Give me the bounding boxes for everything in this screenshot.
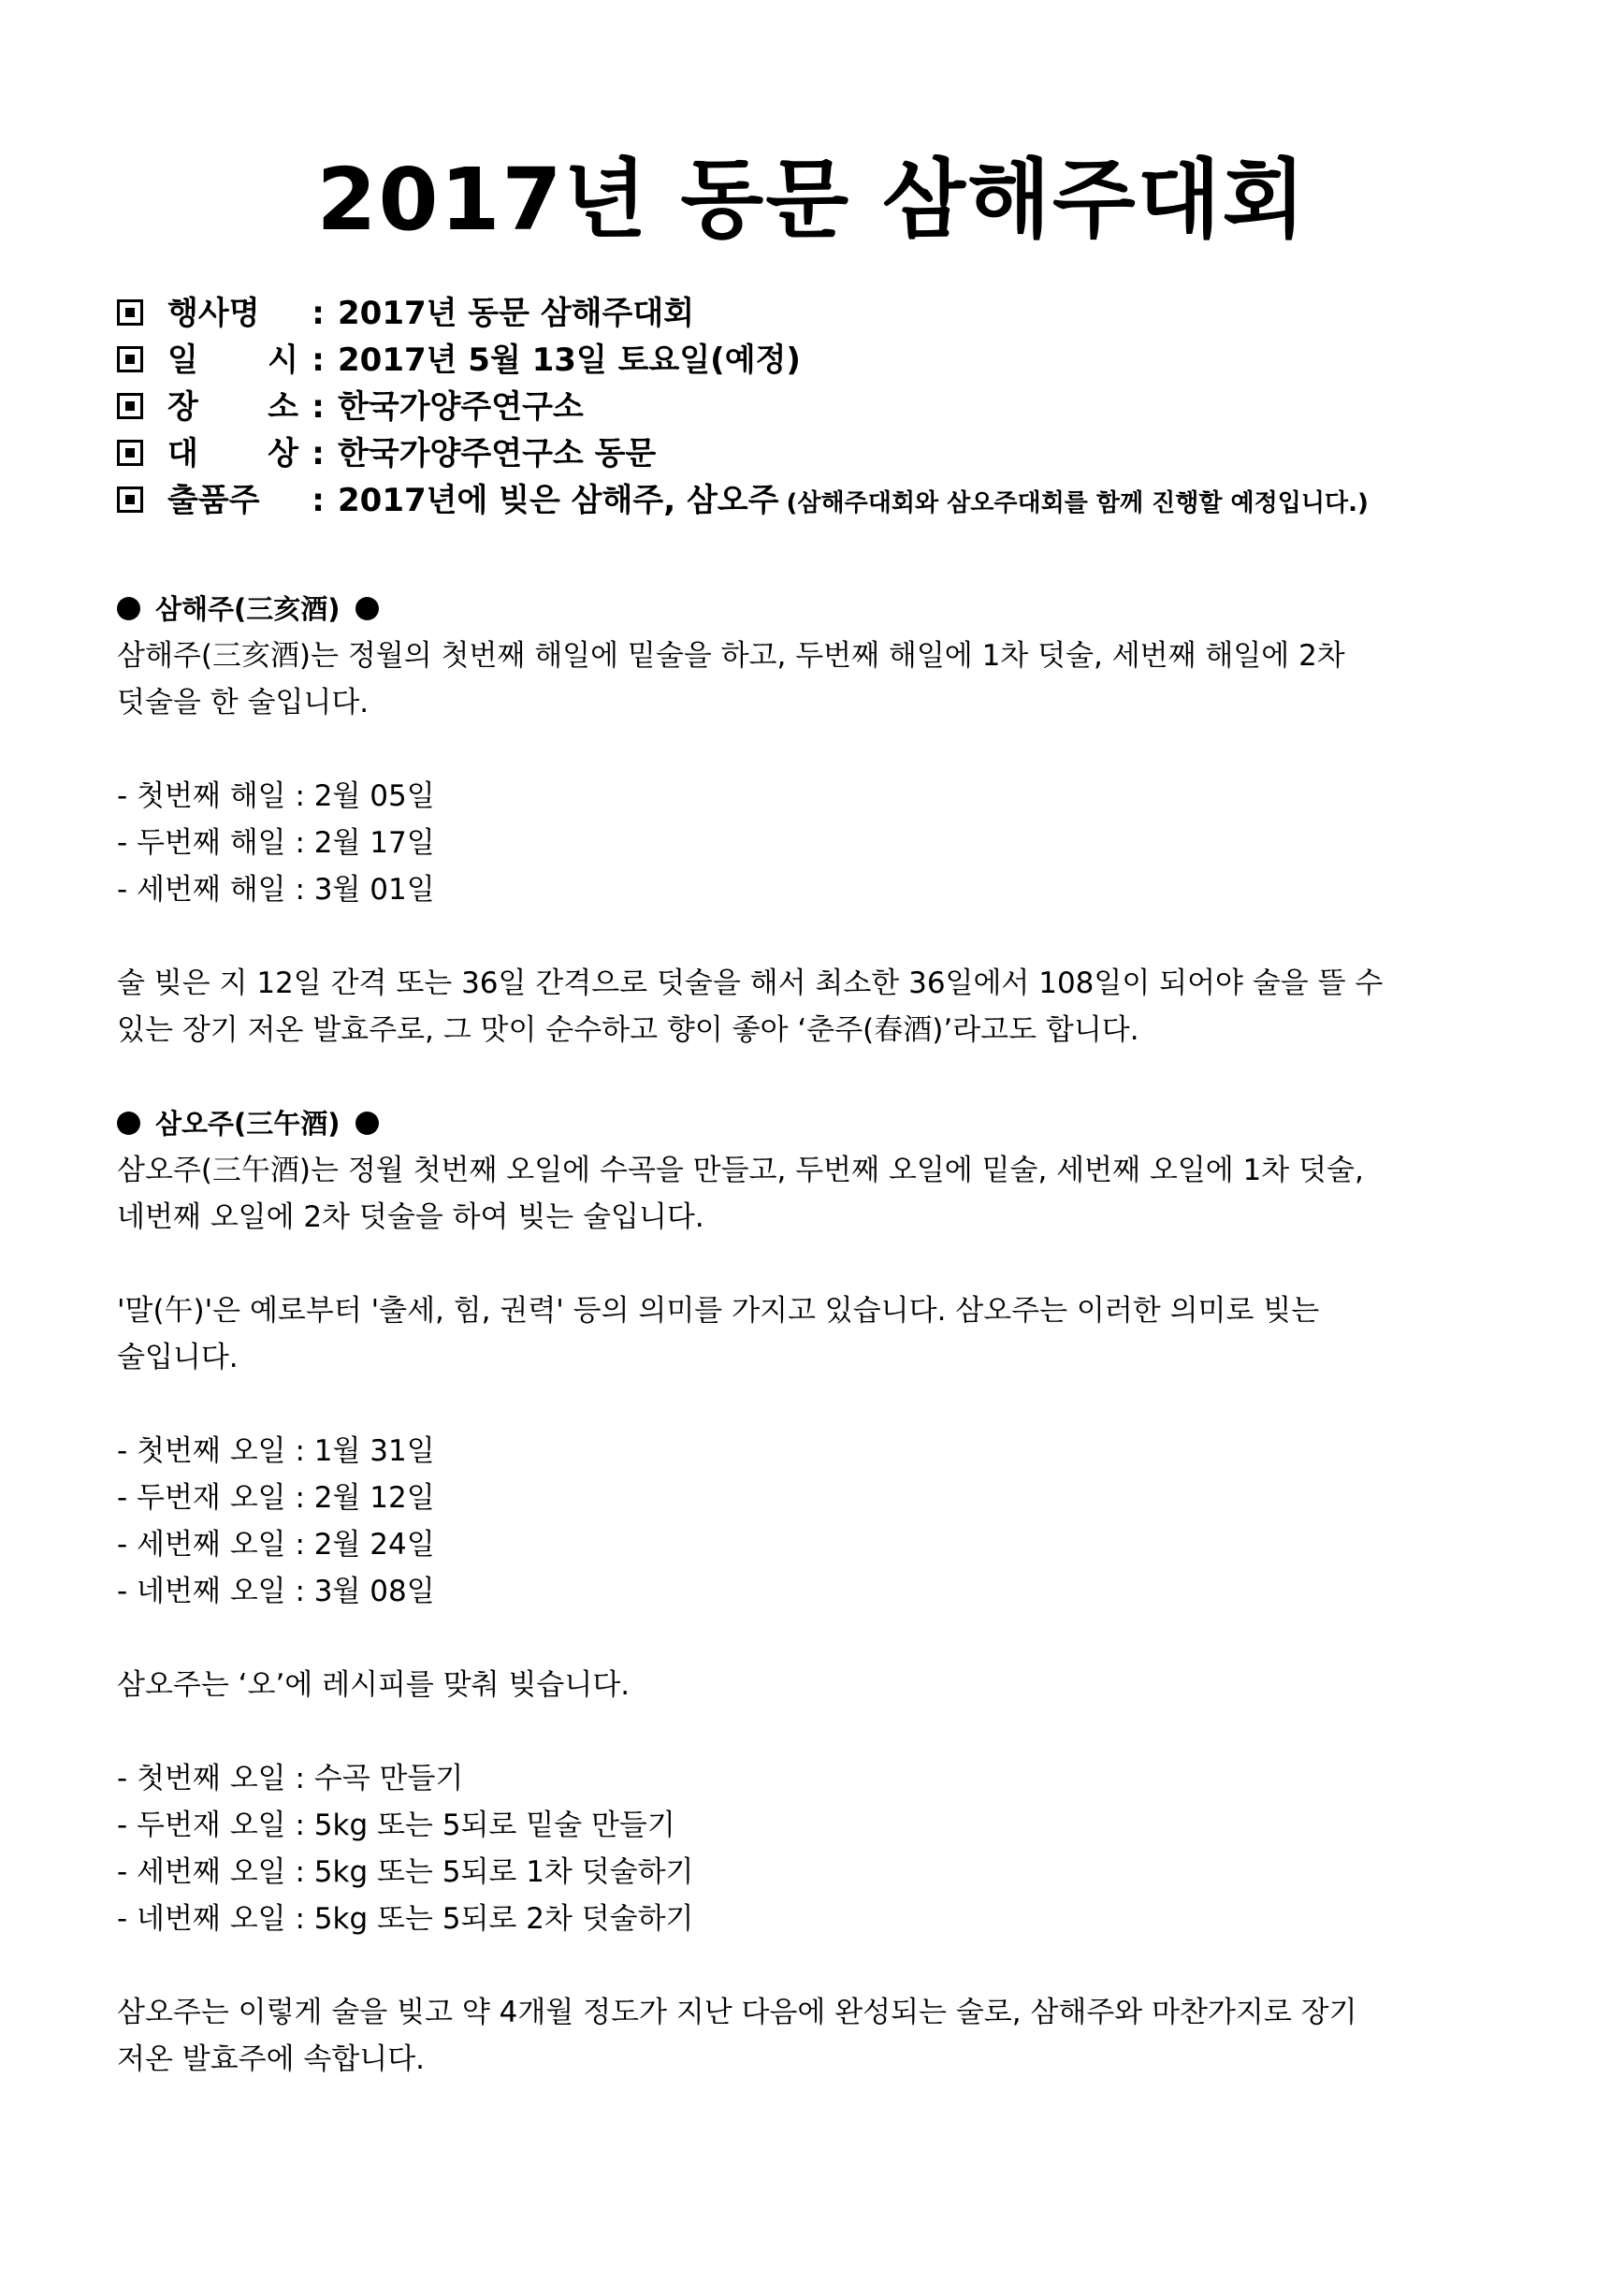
paragraph-line: 네번째 오일에 2차 덧술을 하여 빚는 술입니다. <box>117 1200 704 1234</box>
circle-bullet-icon <box>117 597 140 620</box>
square-bullet-icon <box>117 346 143 372</box>
info-colon: : <box>312 388 325 426</box>
square-bullet-icon <box>117 440 143 466</box>
list-item: - 두번째 해일 : 2월 17일 <box>117 826 435 860</box>
info-colon: : <box>312 482 325 519</box>
info-label: 출품주 <box>167 482 260 519</box>
paragraph-line: 삼해주(三亥酒)는 정월의 첫번째 해일에 밑술을 하고, 두번째 해일에 1차 덧술, 세번째 해일에 2차 <box>117 639 1345 673</box>
samoju-section <box>117 1100 1520 2083</box>
info-row-entries <box>117 477 1520 524</box>
square-bullet-icon <box>117 393 143 419</box>
info-row-date <box>117 337 1520 384</box>
circle-bullet-icon <box>117 1112 140 1135</box>
list-item: - 두번재 오일 : 5kg 또는 5되로 밑술 만들기 <box>117 1809 675 1842</box>
info-colon: : <box>312 295 325 332</box>
info-value: 2017년 동문 삼해주대회 <box>338 295 695 332</box>
square-bullet-icon <box>117 487 143 513</box>
info-label: 장 소 <box>167 388 298 426</box>
info-value: 한국가양주연구소 동문 <box>338 435 657 472</box>
list-item: - 첫번째 해일 : 2월 05일 <box>117 779 435 813</box>
info-value: 2017년 5월 13일 토요일(예정) <box>338 341 801 379</box>
paragraph-line: '말(午)'은 예로부터 '출세, 힘, 권력' 등의 의미를 가지고 있습니다. 삼오주는 이러한 의미로 빚는 <box>117 1294 1320 1328</box>
list-item: - 네번째 오일 : 5kg 또는 5되로 2차 덧술하기 <box>117 1902 694 1936</box>
info-colon: : <box>312 435 325 472</box>
section-heading-text: 삼오주(三午酒) <box>155 1108 341 1140</box>
section-heading <box>117 1100 1520 1147</box>
info-label: 대 상 <box>167 435 298 472</box>
paragraph-line: 덧술을 한 술입니다. <box>117 686 370 719</box>
document-title: 2017년 동문 삼해주대회 <box>316 150 1308 250</box>
info-colon: : <box>312 341 325 379</box>
paragraph-line: 술입니다. <box>117 1341 239 1374</box>
paragraph-line: 저온 발효주에 속합니다. <box>117 2042 426 2076</box>
section-heading-text: 삼해주(三亥酒) <box>155 593 341 625</box>
circle-bullet-icon <box>355 597 379 620</box>
list-item: - 세번째 해일 : 3월 01일 <box>117 873 435 907</box>
list-item: - 세번째 오일 : 5kg 또는 5되로 1차 덧술하기 <box>117 1855 694 1889</box>
info-label: 행사명 <box>167 295 260 332</box>
info-row-place <box>117 384 1520 430</box>
list-item: - 네번째 오일 : 3월 08일 <box>117 1575 435 1608</box>
list-item: - 첫번째 오일 : 1월 31일 <box>117 1434 435 1468</box>
square-bullet-icon <box>117 299 143 326</box>
paragraph-line: 술 빚은 지 12일 간격 또는 36일 간격으로 덧술을 해서 최소한 36일에서 108일이 되어야 술을 뜰 수 <box>117 966 1384 1000</box>
section-heading <box>117 586 1520 632</box>
paragraph-line: 삼오주는 이렇게 술을 빚고 약 4개월 정도가 지난 다음에 완성되는 술로, 삼해주와 마찬가지로 장기 <box>117 1996 1357 2029</box>
list-item: - 세번째 오일 : 2월 24일 <box>117 1528 435 1562</box>
info-row-target <box>117 430 1520 477</box>
info-label: 일 시 <box>167 341 298 379</box>
list-item: - 두번재 오일 : 2월 12일 <box>117 1481 435 1515</box>
info-note: (삼해주대회와 삼오주대회를 함께 진행할 예정입니다.) <box>786 489 1369 517</box>
circle-bullet-icon <box>355 1112 379 1135</box>
paragraph-line: 삼오주(三午酒)는 정월 첫번째 오일에 수곡을 만들고, 두번째 오일에 밑술, 세번째 오일에 1차 덧술, <box>117 1154 1364 1187</box>
paragraph-line: 있는 장기 저온 발효주로, 그 맛이 순수하고 향이 좋아 ‘춘주(春酒)’라고도 합니다. <box>117 1013 1139 1047</box>
info-value: 2017년에 빚은 삼해주, 삼오주 <box>338 482 779 519</box>
samhaeju-section <box>117 586 1520 1054</box>
info-row-event-name <box>117 290 1520 337</box>
paragraph-line: 삼오주는 ‘오’에 레시피를 맞춰 빚습니다. <box>117 1668 631 1702</box>
info-value: 한국가양주연구소 <box>338 388 584 426</box>
list-item: - 첫번째 오일 : 수곡 만들기 <box>117 1762 464 1795</box>
event-info <box>117 290 1520 524</box>
